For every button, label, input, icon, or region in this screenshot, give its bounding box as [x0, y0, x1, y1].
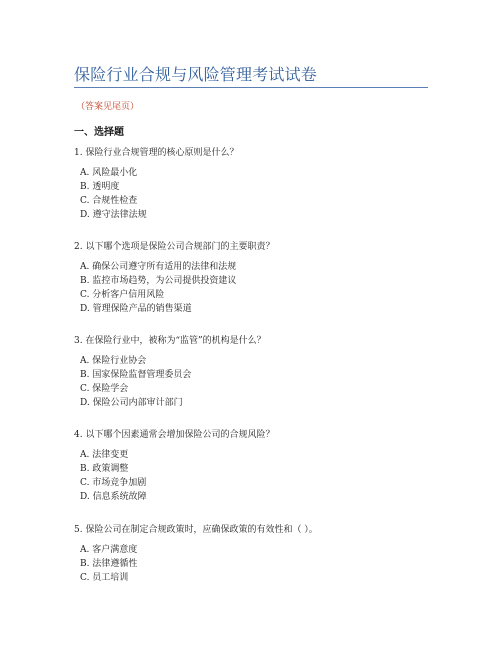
question-3-options: [80, 354, 191, 410]
title-divider: [74, 87, 428, 88]
answer-note: （答案见尾页）: [76, 102, 140, 112]
option-b: B. 监控市场趋势，为公司提供投资建议: [80, 276, 237, 286]
option-a: A. 客户满意度: [80, 545, 138, 555]
option-b: B. 政策调整: [80, 464, 129, 474]
option-c: C. 市场竞争加剧: [80, 478, 147, 488]
question-2-text: 2. 以下哪个选项是保险公司合规部门的主要职责？: [74, 242, 275, 252]
question-4-options: [80, 448, 147, 504]
option-b: B. 透明度: [80, 182, 120, 192]
question-1-text: 1. 保险行业合规管理的核心原则是什么？: [74, 148, 239, 158]
section-heading: 一、选择题: [74, 127, 124, 138]
question-5-text: 5. 保险公司在制定合规政策时，应确保政策的有效性和（ ）。: [74, 525, 318, 535]
option-d: D. 信息系统故障: [80, 492, 147, 502]
option-b: B. 国家保险监督管理委员会: [80, 370, 192, 380]
question-5-options: [80, 543, 137, 585]
option-c: C. 分析客户信用风险: [80, 290, 165, 300]
question-1-options: [80, 166, 147, 222]
option-d: D. 保险公司内部审计部门: [80, 398, 183, 408]
option-d: D. 管理保险产品的销售渠道: [80, 304, 192, 314]
option-a: A. 风险最小化: [80, 168, 138, 178]
document-title: 保险行业合规与风险管理考试试卷: [74, 65, 318, 84]
question-3-text: 3. 在保险行业中，被称为“监管”的机构是什么？: [74, 336, 266, 346]
option-a: A. 确保公司遵守所有适用的法律和法规: [80, 262, 237, 272]
option-c: C. 员工培训: [80, 573, 129, 583]
option-d: D. 遵守法律法规: [80, 210, 147, 220]
option-c: C. 保险学会: [80, 384, 129, 394]
option-c: C. 合规性检查: [80, 196, 138, 206]
question-4-text: 4. 以下哪个因素通常会增加保险公司的合规风险？: [74, 430, 275, 440]
option-a: A. 保险行业协会: [80, 356, 147, 366]
option-a: A. 法律变更: [80, 450, 129, 460]
question-2-options: [80, 260, 236, 316]
option-b: B. 法律遵循性: [80, 559, 138, 569]
